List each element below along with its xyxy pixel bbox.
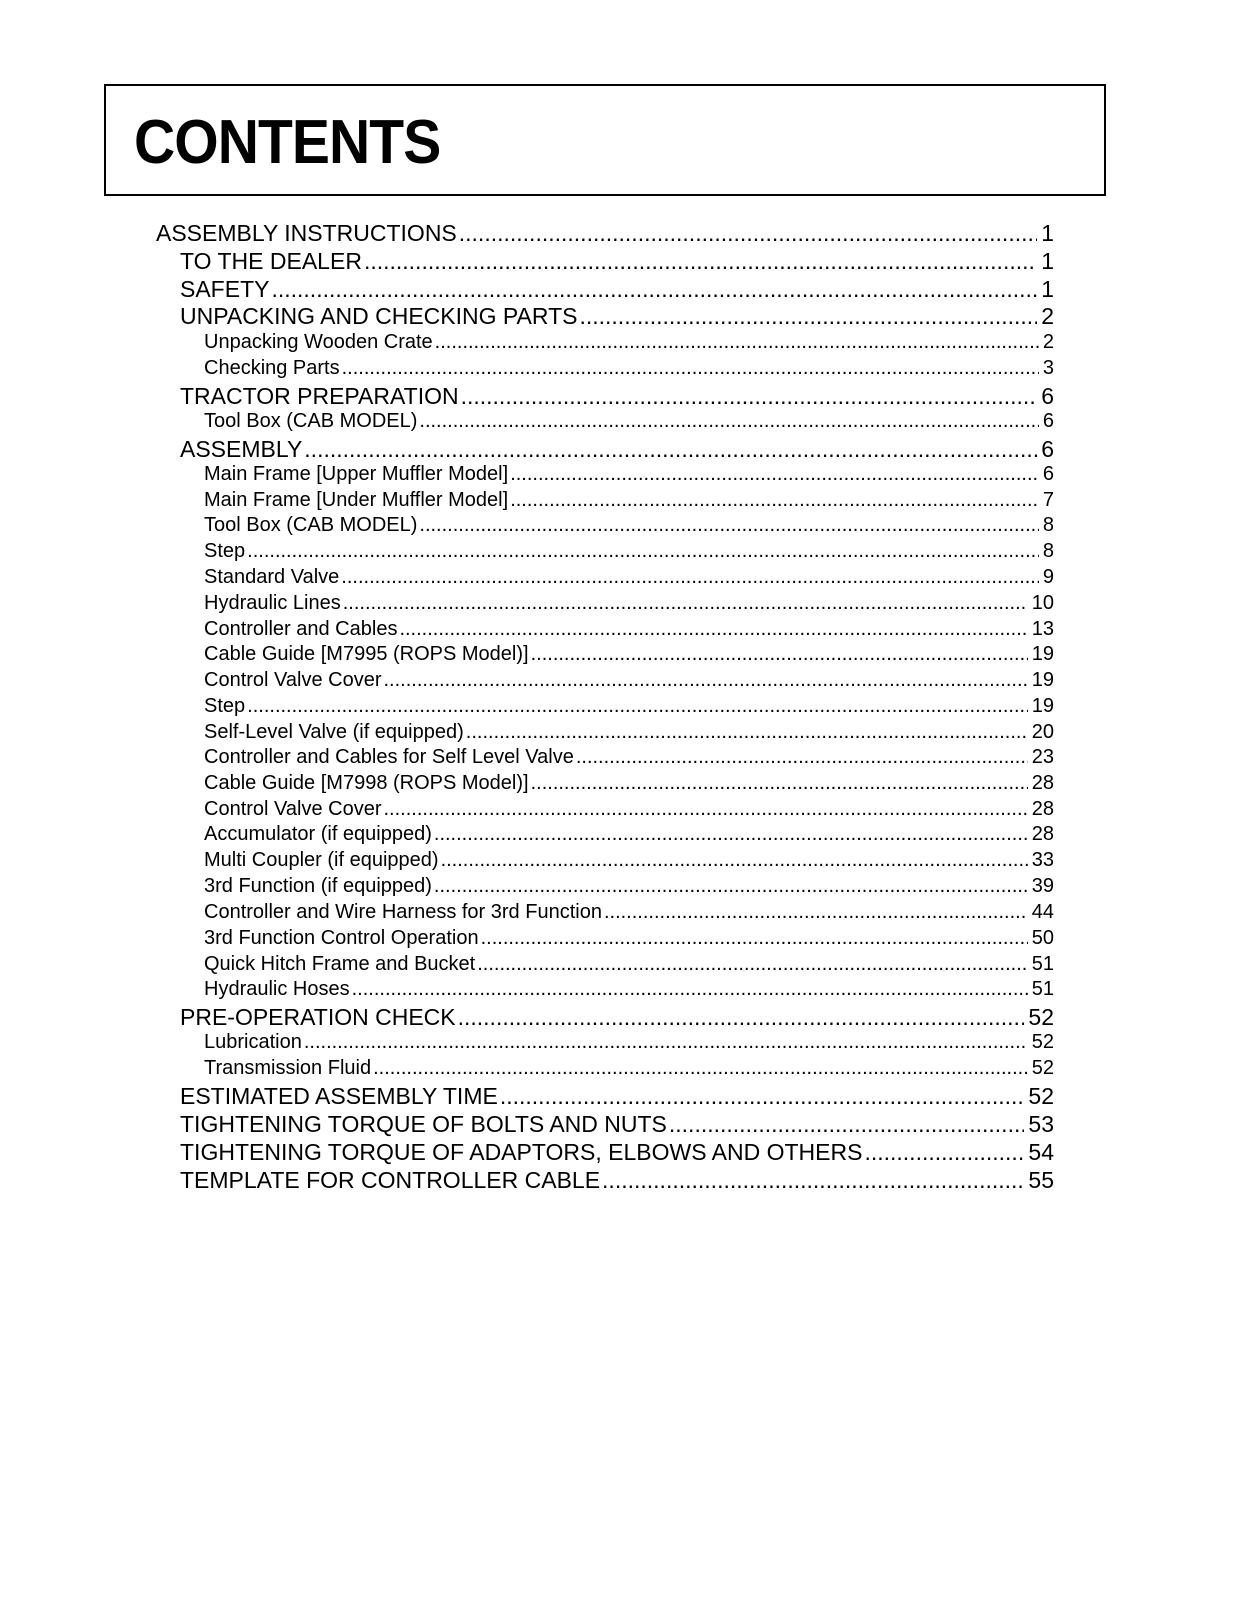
toc-entry[interactable] [156, 220, 1054, 248]
page-title: CONTENTS [134, 108, 441, 177]
toc-entry[interactable] [180, 303, 1054, 331]
toc-dot-leader [669, 1111, 1025, 1138]
toc-entry[interactable] [180, 1083, 1054, 1111]
toc-entry[interactable] [204, 849, 1054, 875]
toc-entry-label: 3rd Function (if equipped) [204, 875, 432, 897]
toc-entry-label: Control Valve Cover [204, 669, 382, 691]
toc-entry-label: Main Frame [Upper Muffler Model] [204, 463, 509, 485]
toc-dot-leader [247, 540, 1039, 563]
toc-dot-leader [477, 953, 1028, 976]
toc-entry-label: TO THE DEALER [180, 248, 362, 274]
toc-entry-page-number: 6 [1041, 383, 1054, 409]
toc-entry-page-number: 9 [1042, 566, 1054, 588]
toc-dot-leader [352, 978, 1028, 1001]
toc-entry-page-number: 28 [1031, 772, 1054, 794]
toc-dot-leader [419, 410, 1038, 433]
toc-entry-label: Control Valve Cover [204, 798, 382, 820]
toc-entry-page-number: 52 [1031, 1057, 1054, 1079]
toc-entry-label: Accumulator (if equipped) [204, 823, 432, 845]
toc-entry-label: 3rd Function Control Operation [204, 927, 479, 949]
toc-entry[interactable] [204, 410, 1054, 436]
toc-entry-page-number: 55 [1028, 1167, 1054, 1193]
toc-dot-leader [531, 772, 1028, 795]
toc-entry-label: Tool Box (CAB MODEL) [204, 514, 418, 536]
toc-entry-page-number: 2 [1041, 303, 1054, 329]
toc-entry[interactable] [204, 927, 1054, 953]
toc-entry[interactable] [204, 463, 1054, 489]
toc-dot-leader [342, 357, 1039, 380]
toc-dot-leader [399, 618, 1027, 641]
toc-dot-leader [459, 220, 1037, 247]
toc-dot-leader [500, 1083, 1025, 1110]
toc-dot-leader [466, 721, 1028, 744]
toc-entry[interactable] [204, 978, 1054, 1004]
toc-entry-page-number: 6 [1042, 463, 1054, 485]
toc-entry-page-number: 19 [1031, 695, 1054, 717]
toc-entry[interactable] [204, 592, 1054, 618]
toc-entry-label: ESTIMATED ASSEMBLY TIME [180, 1083, 498, 1109]
toc-entry-page-number: 51 [1031, 953, 1054, 975]
toc-entry-label: Cable Guide [M7998 (ROPS Model)] [204, 772, 529, 794]
toc-dot-leader [602, 1167, 1024, 1194]
toc-entry[interactable] [204, 953, 1054, 979]
toc-entry-page-number: 1 [1041, 248, 1054, 274]
toc-dot-leader [434, 823, 1028, 846]
toc-entry-page-number: 1 [1041, 276, 1054, 302]
toc-entry[interactable] [204, 823, 1054, 849]
toc-dot-leader [383, 669, 1027, 692]
toc-entry[interactable] [204, 875, 1054, 901]
toc-entry[interactable] [204, 772, 1054, 798]
toc-entry-label: Standard Valve [204, 566, 340, 588]
toc-entry[interactable] [204, 357, 1054, 383]
toc-entry[interactable] [204, 669, 1054, 695]
toc-entry-label: Self-Level Valve (if equipped) [204, 721, 464, 743]
toc-entry-label: Step [204, 540, 246, 562]
toc-entry-page-number: 8 [1042, 514, 1054, 536]
toc-entry-label: Cable Guide [M7995 (ROPS Model)] [204, 643, 529, 665]
toc-entry-page-number: 28 [1031, 823, 1054, 845]
toc-entry-page-number: 52 [1028, 1083, 1054, 1109]
toc-entry[interactable] [180, 276, 1054, 304]
toc-dot-leader [419, 514, 1038, 537]
toc-dot-leader [441, 849, 1028, 872]
toc-entry-label: Tool Box (CAB MODEL) [204, 410, 418, 432]
toc-entry[interactable] [204, 798, 1054, 824]
toc-dot-leader [510, 463, 1039, 486]
toc-entry[interactable] [204, 746, 1054, 772]
toc-dot-leader [576, 746, 1028, 769]
toc-entry[interactable] [204, 618, 1054, 644]
toc-entry[interactable] [204, 1057, 1054, 1083]
toc-entry-label: Step [204, 695, 246, 717]
toc-entry-page-number: 53 [1028, 1111, 1054, 1137]
toc-dot-leader [434, 875, 1028, 898]
toc-entry-label: Multi Coupler (if equipped) [204, 849, 439, 871]
toc-entry-page-number: 1 [1041, 220, 1054, 246]
toc-dot-leader [383, 798, 1027, 821]
toc-entry-label: ASSEMBLY [180, 436, 303, 462]
toc-dot-leader [271, 276, 1037, 303]
toc-entry[interactable] [180, 1139, 1054, 1167]
toc-dot-leader [304, 436, 1037, 463]
toc-entry[interactable] [204, 1031, 1054, 1057]
toc-entry-page-number: 6 [1041, 436, 1054, 462]
toc-dot-leader [510, 489, 1039, 512]
toc-entry-label: Hydraulic Lines [204, 592, 341, 614]
toc-entry-label: PRE-OPERATION CHECK [180, 1004, 456, 1030]
toc-dot-leader [531, 643, 1028, 666]
toc-entry-label: Quick Hitch Frame and Bucket [204, 953, 476, 975]
toc-dot-leader [343, 592, 1028, 615]
toc-entry-page-number: 28 [1031, 798, 1054, 820]
toc-entry-label: TRACTOR PREPARATION [180, 383, 459, 409]
toc-entry-label: Controller and Cables for Self Level Valve [204, 746, 574, 768]
toc-entry-label: Lubrication [204, 1031, 302, 1053]
toc-dot-leader [435, 331, 1039, 354]
toc-entry[interactable] [204, 721, 1054, 747]
toc-dot-leader [458, 1004, 1025, 1031]
toc-entry-label: Checking Parts [204, 357, 340, 379]
toc-entry-page-number: 52 [1028, 1004, 1054, 1030]
toc-entry-label: Controller and Cables [204, 618, 398, 640]
toc-entry-page-number: 19 [1031, 669, 1054, 691]
toc-entry[interactable] [180, 1167, 1054, 1195]
toc-entry-page-number: 44 [1031, 901, 1054, 923]
toc-entry[interactable] [204, 643, 1054, 669]
toc-entry[interactable] [180, 248, 1054, 276]
toc-entry-page-number: 54 [1028, 1139, 1054, 1165]
toc-dot-leader [304, 1031, 1028, 1054]
toc-dot-leader [373, 1057, 1028, 1080]
toc-entry-label: TIGHTENING TORQUE OF BOLTS AND NUTS [180, 1111, 667, 1137]
toc-entry-label: ASSEMBLY INSTRUCTIONS [156, 220, 457, 246]
toc-entry[interactable] [180, 1004, 1054, 1032]
toc-entry[interactable] [204, 566, 1054, 592]
toc-entry-label: Controller and Wire Harness for 3rd Function [204, 901, 602, 923]
toc-dot-leader [481, 927, 1028, 950]
toc-dot-leader [364, 248, 1037, 275]
toc-entry-page-number: 19 [1031, 643, 1054, 665]
toc-entry-page-number: 50 [1031, 927, 1054, 949]
toc-entry-page-number: 8 [1042, 540, 1054, 562]
toc-entry-page-number: 13 [1031, 618, 1054, 640]
toc-dot-leader [604, 901, 1028, 924]
toc-entry-label: SAFETY [180, 276, 270, 302]
toc-entry-page-number: 6 [1042, 410, 1054, 432]
toc-dot-leader [341, 566, 1039, 589]
toc-entry-page-number: 51 [1031, 978, 1054, 1000]
toc-dot-leader [247, 695, 1028, 718]
toc-entry-label: Main Frame [Under Muffler Model] [204, 489, 509, 511]
toc-entry-page-number: 23 [1031, 746, 1054, 768]
toc-entry-page-number: 3 [1042, 357, 1054, 379]
toc-entry[interactable] [180, 436, 1054, 464]
toc-dot-leader [579, 303, 1037, 330]
toc-entry-label: Unpacking Wooden Crate [204, 331, 433, 353]
toc-entry-label: TEMPLATE FOR CONTROLLER CABLE [180, 1167, 601, 1193]
toc-entry-label: TIGHTENING TORQUE OF ADAPTORS, ELBOWS AND OTHERS [180, 1139, 863, 1165]
toc-entry-page-number: 20 [1031, 721, 1054, 743]
toc-entry[interactable] [204, 901, 1054, 927]
toc-entry-label: Transmission Fluid [204, 1057, 372, 1079]
toc-entry-page-number: 2 [1042, 331, 1054, 353]
toc-dot-leader [461, 383, 1038, 410]
toc-entry-page-number: 10 [1031, 592, 1054, 614]
toc-entry-page-number: 39 [1031, 875, 1054, 897]
toc-entry[interactable] [204, 514, 1054, 540]
toc-entry[interactable] [204, 540, 1054, 566]
toc-entry[interactable] [180, 383, 1054, 411]
toc-entry[interactable] [204, 331, 1054, 357]
title-box [104, 84, 1106, 196]
toc-entry-page-number: 52 [1031, 1031, 1054, 1053]
toc-dot-leader [864, 1139, 1024, 1166]
toc-entry-label: UNPACKING AND CHECKING PARTS [180, 303, 578, 329]
toc-entry[interactable] [204, 489, 1054, 515]
toc-entry-page-number: 33 [1031, 849, 1054, 871]
toc-entry-label: Hydraulic Hoses [204, 978, 350, 1000]
toc-entry-page-number: 7 [1042, 489, 1054, 511]
toc-entry[interactable] [204, 695, 1054, 721]
toc-entry[interactable] [180, 1111, 1054, 1139]
